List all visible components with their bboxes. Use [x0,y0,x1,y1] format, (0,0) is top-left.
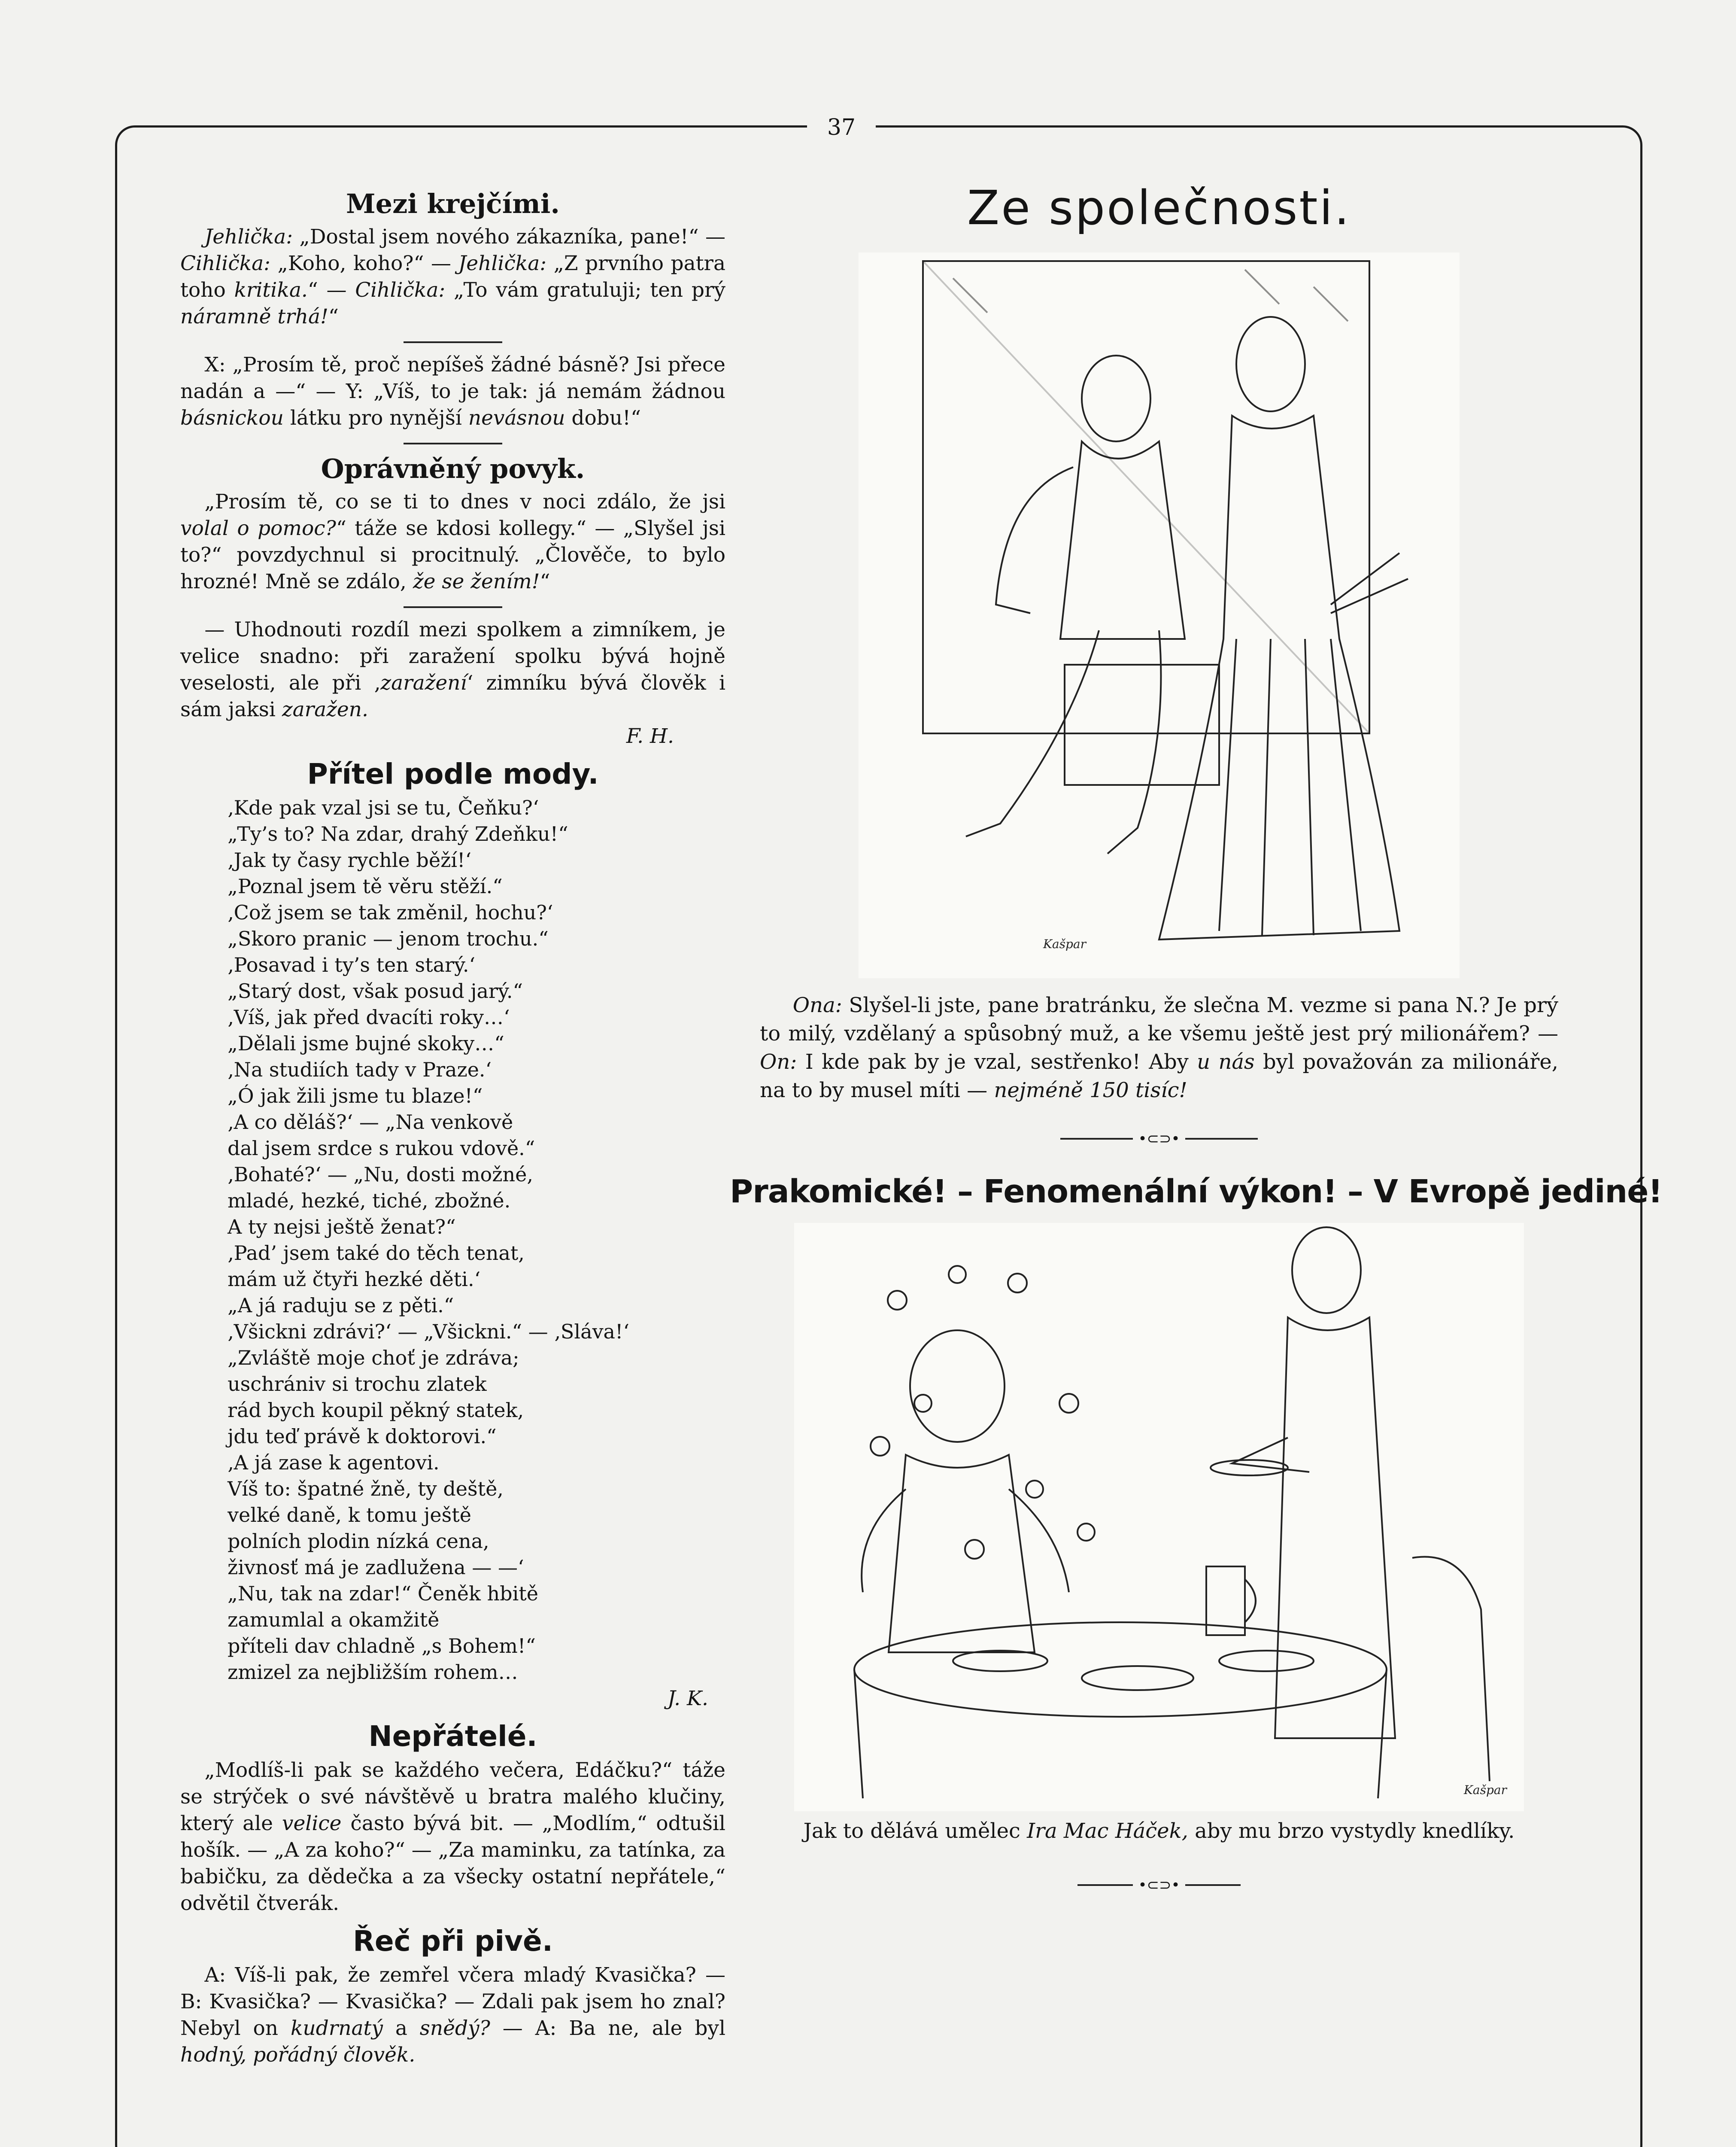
page-title: Ze společnosti. [967,180,1351,235]
poem-line: rád bych koupil pěkný statek, [228,1399,524,1422]
text-run: A: Víš-li pak, že zemřel včera mladý Kvasička? — B: Kvasička? — Kvasička? — Zdali pak jsem ho znal? Nebyl on [180,1963,725,2040]
section-text [180,352,725,432]
text-run: volal o pomoc? [180,517,336,540]
illustration-signature: Kašpar [1043,937,1086,951]
poem-line: ‚Kde pak vzal jsi se tu, Čeňku?‘ [228,796,539,819]
text-run: Ona: [792,993,842,1017]
text-run: často bývá bit. — „Modlím,“ odtušil hošík. — „A za koho?“ — „Za maminku, za tatínka, za babičku, za dědečka a za všecky ostatní nepřátele,“ odvětil čtverák. [180,1812,726,1915]
poem-line: uschrániv si trochu zlatek [228,1372,487,1396]
poem-line: „Poznal jsem tě věru stěží.“ [228,875,503,898]
poem-line: „Ó jak žili jsme tu blaze!“ [228,1084,483,1107]
illustration-couple [859,252,1460,978]
page-number: 37 [807,113,876,143]
poem-line: zmizel za nejbližším rohem… [228,1660,518,1684]
poem [228,795,725,1685]
text-run: a [382,2016,420,2040]
headline: Prakomické! – Fenomenální výkon! – V Evropě jediné! [730,1173,1663,1210]
text-run: X: „Prosím tě, proč nepíšeš žádné básně? Jsi přece nadán a —“ — Y: „Víš, to je tak: já nemám žádnou [180,353,725,403]
text-run: že se žením! [413,570,540,593]
text-run: zaražení [380,671,467,695]
divider [404,341,502,343]
poem-line: mám už čtyři hezké děti.‘ [228,1268,481,1291]
poem-line: ‚Bohaté?‘ — „Nu, dosti možné, [228,1163,533,1186]
poem-line: ‚Všickni zdrávi?‘ — „Všickni.“ — ‚Sláva!‘ [228,1320,630,1343]
text-run: u nás [1197,1050,1255,1074]
text-run: „Dostal jsem nového zákazníka, pane!“ — [293,225,725,249]
text-run: kritika. [234,278,308,302]
text-run: velice [282,1812,342,1835]
poem-line: ‚Víš, jak před dvacíti roky…‘ [228,1006,510,1029]
text-run: snědý? [419,2016,490,2040]
couple-drawing [859,252,1460,978]
poem-line: ‚Jak ty časy rychle běží!‘ [228,848,472,872]
text-run: „Prosím tě, co se ti to dnes v noci zdálo, že jsi [204,490,725,514]
poem-line: ‚A co děláš?‘ — „Na venkově [228,1110,513,1134]
text-run: zaražen. [282,698,368,721]
text-run: „Modlíš-li pak se každého večera, Edáčku?“ táže se strýček o své návštěvě u bratra malého klučiny, který ale [180,1758,725,1835]
text-run: Jak to dělává umělec [803,1819,1027,1843]
text-run: — A: Ba ne, ale byl [490,2016,725,2040]
caption [760,991,1558,1104]
text-run: hodný, pořádný člověk. [180,2043,416,2067]
poem-line: „Nu, tak na zdar!“ Čeněk hbitě [228,1582,539,1605]
text-run: — Uhodnouti rozdíl mezi spolkem a zimníkem, je velice snadno: při zaražení spolku bývá hojně veselosti, ale při ‚ [180,618,725,695]
text-run: „To vám gratuluji; ten prý [445,278,725,302]
text-run: Cihlička: [355,278,446,302]
poem-line: polních plodin nízká cena, [228,1530,489,1553]
poem-line: živnosť má je zadlužena — —‘ [228,1556,524,1579]
poem-line: ‚Na studiích tady v Praze.‘ [228,1058,492,1081]
caption [730,1816,1588,1846]
section-title: Nepřátelé. [368,1720,537,1753]
text-run: “ [328,305,339,328]
text-run: „Koho, koho?“ — [270,252,458,275]
juggler-drawing [794,1223,1524,1811]
ornament-divider: •⊂⊃• [1060,1130,1258,1147]
text-run: nevásnou [468,406,565,430]
poem-line: ‚Posavad i ty’s ten starý.‘ [228,953,476,976]
section-title: Mezi krejčími. [346,188,560,219]
text-run: “ táže se kdosi kollegy.“ — „Slyšel jsi to?“ povzdychnul si procitnulý. „Člověče, to bylo hrozné! Mně se zdálo, [180,517,725,593]
poem-line: A ty nejsi ještě ženat?“ [228,1215,456,1238]
section-title: Oprávněný povyk. [321,453,585,484]
poem-line: ‚A já zase k agentovi. [228,1451,440,1474]
text-run: Jehlička: [204,225,293,249]
section-text [180,617,725,723]
text-run: dobu!“ [565,406,641,430]
poem-line: Víš to: špatné žně, ty deště, [228,1477,504,1500]
poem-line: příteli dav chladně „s Bohem!“ [228,1634,536,1657]
text-run: básnickou [180,406,284,430]
section-text [180,489,725,595]
section-text [180,224,725,330]
text-run: byl považován za milionáře, na to by musel míti — [760,1050,1558,1102]
section-title: Řeč při pivě. [353,1925,553,1958]
poem-line: zamumlal a okamžitě [228,1608,440,1631]
poem-line: „Starý dost, však posud jarý.“ [228,979,523,1003]
text-run: nejméně 150 tisíc! [994,1078,1187,1102]
text-run: „Z prvního patra toho [180,252,725,302]
poem-line: „Ty’s to? Na zdar, drahý Zdeňku!“ [228,822,568,845]
divider [404,606,502,608]
illustration-signature: Kašpar [1464,1783,1507,1797]
text-run: kudrnatý [290,2016,383,2040]
text-run: “ [540,570,550,593]
text-run: “ — [307,278,355,302]
poem-line: „Skoro pranic — jenom trochu.“ [228,927,549,950]
text-run: I kde pak by je vzal, sestřenko! Aby [797,1050,1197,1074]
section-text [180,1757,725,1917]
text-run: On: [760,1050,797,1074]
poem-line: velké daně, k tomu ještě [228,1503,471,1527]
signature-row [180,723,725,750]
text-run: látku pro nynější [283,406,468,430]
poem-line: „Zvláště moje choť je zdráva; [228,1346,519,1369]
text-run: Jehlička: [458,252,547,275]
poem-line: jdu teď právě k doktorovi.“ [228,1425,497,1448]
poem-line: ‚Což jsem se tak změnil, hochu?‘ [228,901,553,924]
text-run: náramně trhá! [180,305,328,328]
text-run: aby mu brzo vystydly knedlíky. [1188,1819,1515,1843]
signature: F. H. [626,724,674,748]
text-run: ‘ zimníku bývá člověk i sám jaksi [180,671,725,721]
ornament-divider: •⊂⊃• [1077,1876,1241,1894]
left-column [180,180,725,2068]
text-run: Slyšel-li jste, pane bratránku, že slečna M. vezme si pana N.? Je prý to milý, vzdělaný a spůsobný muž, a ke všemu ještě jest prý milionářem? — [760,993,1558,1046]
poem-line: „Dělali jsme bujné skoky…“ [228,1032,504,1055]
poem-line: mladé, hezké, tiché, zbožné. [228,1189,511,1212]
illustration-juggler [794,1223,1524,1811]
right-column [730,172,1663,1919]
text-run: Cihlička: [180,252,270,275]
divider [404,443,502,444]
signature-row [180,1685,725,1712]
poem-title: Přítel podle mody. [307,757,599,791]
text-run: Ira Mac Háček, [1027,1819,1188,1843]
poem-line: ‚Pad’ jsem také do těch tenat, [228,1241,525,1265]
signature: J. K. [667,1687,708,1710]
section-text [180,1962,725,2068]
poem-line: dal jsem srdce s rukou vdově.“ [228,1137,535,1160]
poem-line: „A já raduju se z pěti.“ [228,1294,454,1317]
